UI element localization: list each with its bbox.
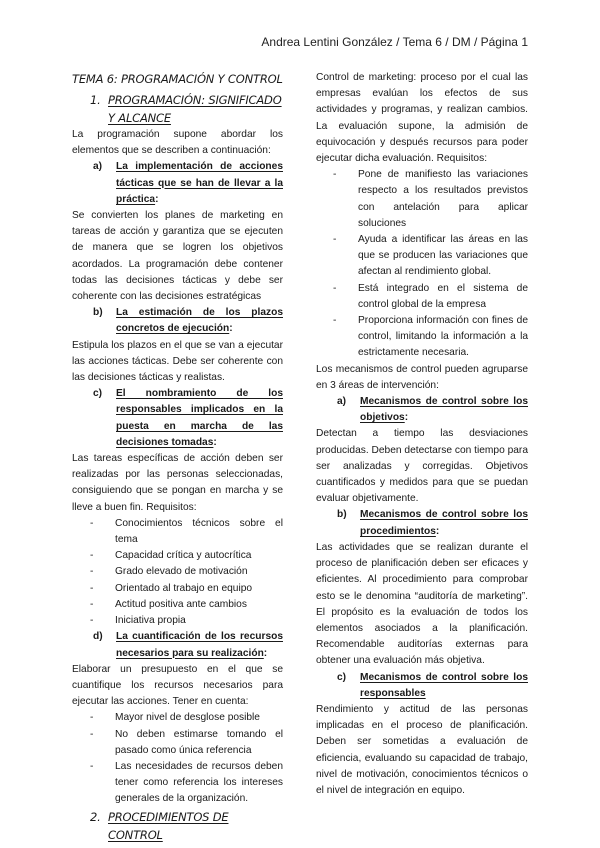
list-item: - Las necesidades de recursos deben tener como referencia los intereses generales de la organización. — [90, 760, 283, 805]
paragraph: La programación supone abordar los elementos que se describen a continuación: — [72, 129, 283, 157]
section-title: PROGRAMACIÓN: SIGNIFICADO Y ALCANCE — [108, 93, 282, 125]
subheading-text: La estimación de los plazos concretos de ejecución — [116, 307, 283, 335]
section-number: 2. — [90, 809, 101, 824]
subheading-d: d) La cuantificación de los recursos necesarios para su realización: — [90, 629, 283, 661]
subheading-text: La implementación de acciones tácticas que se han de llevar a la práctica — [116, 161, 283, 205]
subheading-marker: d) — [93, 631, 103, 643]
paragraph: Detectan a tiempo las desviaciones producidas. Deben detectarse con tiempo para ser analizadas y corregidas. Objetivos cuantificados y medidos para que se puedan evaluar objetivamente. — [316, 428, 528, 505]
subheading-marker: a) — [93, 161, 103, 173]
subheading-b: b) La estimación de los plazos concretos de ejecución: — [90, 305, 283, 337]
section-number: 1. — [90, 93, 101, 107]
list-item: - Grado elevado de motivación — [90, 566, 248, 578]
paragraph: Rendimiento y actitud de las personas implicadas en el proceso de planificación. Deben ser sometidas a evaluación de eficiencia, evaluando su capacidad de trabajo, nivel de motivación, conocimientos técnicos o el nivel de integración en equipo. — [316, 703, 528, 796]
subheading-b: b) Mecanismos de control sobre los procedimientos: — [334, 507, 528, 539]
requirements-list — [316, 167, 528, 361]
subheading-marker: c) — [93, 388, 103, 400]
list-item: - Capacidad crítica y autocrítica — [90, 550, 252, 562]
list-item: - Ayuda a identificar las áreas en las que se producen las variaciones que afectan al rendimiento global. — [333, 234, 528, 278]
subheading-marker: b) — [93, 307, 103, 319]
section-title: PROCEDIMIENTOS DE CONTROL — [108, 809, 229, 842]
paragraph: Estipula los plazos en el que se van a ejecutar las acciones tácticas. Debe ser coherente con las decisiones tácticas y realistas. — [72, 339, 283, 384]
budget-list — [72, 710, 283, 807]
paragraph: Los mecanismos de control pueden agruparse en 3 áreas de intervención: — [316, 363, 528, 391]
subheading-text: El nombramiento de los responsables implicados en la puesta en marcha de las decisiones tomadas — [116, 388, 283, 448]
list-item: - Actitud positiva ante cambios — [90, 598, 247, 610]
list-item: - Iniciativa propia — [90, 615, 186, 627]
list-item: - Proporciona información con fines de control, limitando la información a la estrictamente necesaria. — [333, 315, 528, 359]
topic-title: TEMA 6: PROGRAMACIÓN Y CONTROL — [72, 72, 283, 86]
subheading-c: c) El nombramiento de los responsables implicados en la puesta en marcha de las decisiones tomadas: — [90, 386, 283, 451]
subheading-c — [334, 670, 528, 702]
left-column — [72, 70, 283, 844]
paragraph: Las actividades que se realizan durante el proceso de planificación deben ser eficaces y eficientes. Al procedimiento para comprobar esto se le denomina “auditoría de marketing”. El propósito es la evaluación de todos los elementos asociados a la planificación. Recomendable auditorías externas para obtener una evaluación más objetiva. — [316, 541, 528, 667]
list-item: - Está integrado en el sistema de control global de la empresa — [333, 282, 528, 310]
subheading-marker: a) — [337, 396, 347, 408]
subheading-text: La cuantificación de los recursos necesarios para su realización — [116, 631, 283, 659]
section-1-heading — [90, 91, 283, 127]
list-item: - Pone de manifiesto las variaciones respecto a los resultados previstos con antelación para aplicar soluciones — [333, 169, 528, 229]
page-header: Andrea Lentini González / Tema 6 / DM / Página 1 — [261, 35, 528, 49]
list-item: - No deben estimarse tomando el pasado como única referencia — [90, 728, 283, 756]
subheading-a: a) Mecanismos de control sobre los objetivos: — [334, 394, 528, 426]
subheading-text: Mecanismos de control sobre los objetivos — [360, 396, 528, 424]
right-column — [316, 70, 528, 799]
section-2-heading — [90, 808, 283, 844]
subheading-text: Mecanismos de control sobre los procedimientos — [360, 509, 528, 537]
subheading-a: a) La implementación de acciones tácticas que se han de llevar a la práctica: — [90, 159, 283, 208]
subheading-marker: c) — [337, 671, 347, 683]
list-item: - Orientado al trabajo en equipo — [90, 582, 253, 594]
requirements-list — [72, 516, 283, 629]
paragraph: Se convierten los planes de marketing en tareas de acción y garantiza que se ejecuten de manera que se logren los objetivos acordados. La programación debe contener todas las decisiones tácticas y debe ser coherente con las decisiones estratégicas — [72, 210, 283, 303]
list-item: - Conocimientos técnicos sobre el tema — [90, 517, 283, 546]
paragraph: Las tareas específicas de acción deben ser realizadas por las personas seleccionadas, consiguiendo que se pongan en marcha y se lleve a buen fin. Requisitos: — [72, 453, 283, 513]
subheading-text: Mecanismos de control sobre los responsables — [360, 671, 528, 699]
list-item: - Mayor nivel de desglose posible — [90, 712, 260, 724]
subheading-marker: b) — [337, 509, 347, 521]
paragraph: Elaborar un presupuesto en el que se cuantifique los recursos necesarios para ejecutar las acciones. Tener en cuenta: — [72, 663, 283, 708]
paragraph: Control de marketing: proceso por el cual las empresas evalúan los efectos de sus actividades y programas, y realizan cambios. La evaluación supone, la admisión de equivocación y después recursos para poder ejecutar dicha evaluación. Requisitos: — [316, 72, 528, 165]
